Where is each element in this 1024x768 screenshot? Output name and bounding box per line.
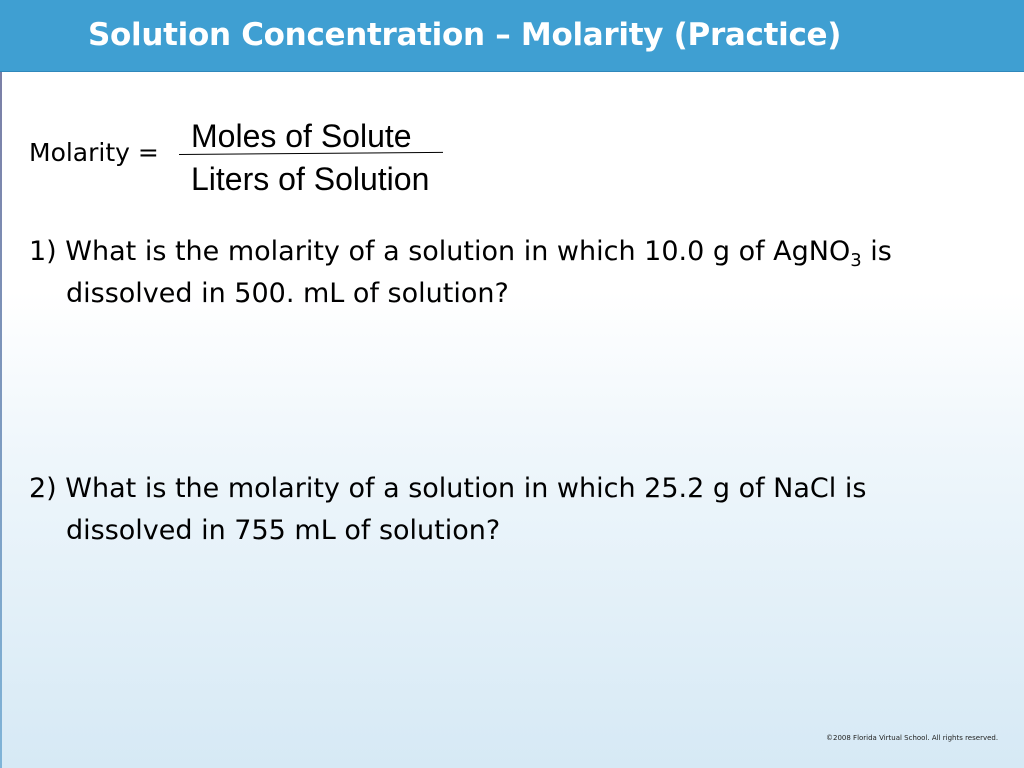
question-1-text-end: is dissolved in 500. mL of solution? <box>66 236 892 309</box>
question-2 <box>29 468 929 552</box>
question-1-text: 1) What is the molarity of a solution in which 10.0 g of AgNO <box>29 236 851 267</box>
formula-lhs: Molarity = <box>29 138 159 167</box>
title-bar <box>0 0 1024 72</box>
copyright-notice: ©2008 Florida Virtual School. All rights reserved. <box>826 734 999 742</box>
question-2-text: 2) What is the molarity of a solution in which 25.2 g of NaCl is dissolved in 755 mL of solution? <box>29 473 867 546</box>
formula-numerator: Moles of Solute <box>191 118 412 154</box>
formula-denominator: Liters of Solution <box>191 161 430 197</box>
slide-left-border <box>0 72 2 768</box>
slide-title: Solution Concentration – Molarity (Practice) <box>88 17 842 53</box>
question-1-subscript: 3 <box>850 250 862 271</box>
question-1 <box>29 231 929 315</box>
